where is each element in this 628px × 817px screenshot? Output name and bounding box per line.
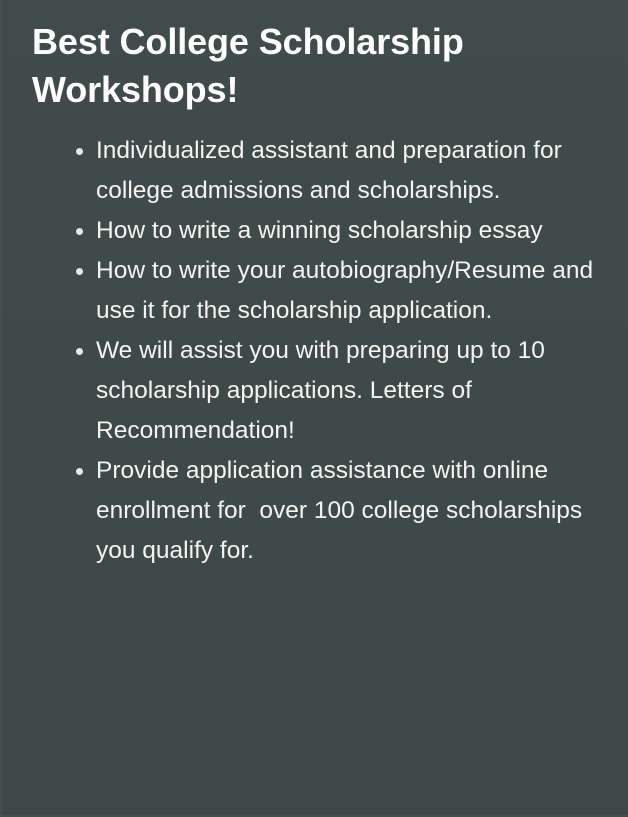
list-item-label: Provide application assistance with online enrollment for over 100 college scholarships you qualify for. xyxy=(96,457,589,564)
list-item-label: How to write your autobiography/Resume and use it for the scholarship application. xyxy=(96,257,600,324)
list-item xyxy=(28,251,600,331)
list-item-label: How to write a winning scholarship essay xyxy=(96,217,543,244)
bullet-icon xyxy=(76,148,83,155)
bullet-icon xyxy=(76,468,83,475)
page-title: Best College Scholarship Workshops! xyxy=(32,21,464,110)
bullet-icon xyxy=(76,348,83,355)
list-item xyxy=(28,331,596,451)
list-item xyxy=(28,131,596,211)
bullet-icon xyxy=(76,268,83,275)
benefit-list xyxy=(28,131,604,571)
bullet-icon xyxy=(76,228,83,235)
list-item xyxy=(28,451,596,571)
list-item-label: Individualized assistant and preparation for college admissions and scholarships. xyxy=(96,137,569,204)
list-item-label: We will assist you with preparing up to 10 scholarship applications. Letters of Recommendation! xyxy=(96,337,552,444)
list-item xyxy=(28,211,596,251)
